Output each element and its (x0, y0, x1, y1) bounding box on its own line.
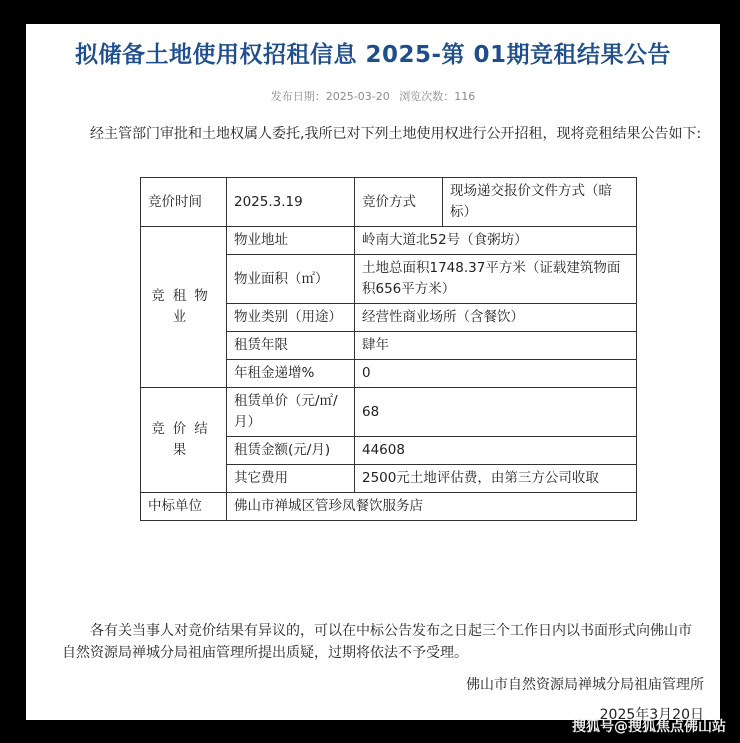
row-label: 其它费用 (227, 465, 355, 493)
row-value: 土地总面积1748.37平方米（证载建筑物面积656平方米） (355, 255, 637, 304)
row-label: 租赁金额(元/月) (227, 437, 355, 465)
row-value: 经营性商业场所（含餐饮） (355, 304, 637, 332)
bid-time-label: 竞价时间 (141, 178, 227, 227)
intro-paragraph: 经主管部门审批和土地权属人委托,我所已对下列土地使用权进行公开招租，现将竞租结果公告如下: (90, 126, 702, 142)
bid-method-label: 竞价方式 (355, 178, 443, 227)
table-row (141, 178, 637, 227)
winner-value: 佛山市禅城区管珍凤餐饮服务店 (227, 493, 637, 521)
issue-date: 2025年3月20日 (599, 707, 704, 723)
table-row (141, 388, 637, 437)
row-value: 0 (355, 360, 637, 388)
bid-result-table (140, 177, 637, 521)
table-row (141, 227, 637, 255)
row-value: 2500元土地评估费，由第三方公司收取 (355, 465, 637, 493)
row-label: 物业类别（用途） (227, 304, 355, 332)
closing-paragraph: 各有关当事人对竞价结果有异议的，可以在中标公告发布之日起三个工作日内以书面形式向佛山市自然资源局禅城分局祖庙管理所提出质疑，过期将依法不予受理。 (62, 623, 692, 661)
row-value: 68 (355, 388, 637, 437)
result-group-label: 竞价结果 (141, 388, 227, 493)
row-value: 肆年 (355, 332, 637, 360)
bid-time-value: 2025.3.19 (227, 178, 355, 227)
view-count: 浏览次数：116 (399, 90, 476, 103)
row-value: 岭南大道北52号（食粥坊） (355, 227, 637, 255)
source-watermark: 搜狐号@搜狐焦点佛山站 (572, 719, 726, 735)
page-title: 拟储备土地使用权招租信息 2025-第 01期竞租结果公告 (74, 42, 672, 68)
issuer-signature: 佛山市自然资源局禅城分局祖庙管理所 (466, 677, 704, 693)
document-page (26, 24, 720, 723)
table-row (141, 493, 637, 521)
bid-method-value: 现场递交报价文件方式（暗标） (443, 178, 637, 227)
row-value: 44608 (355, 437, 637, 465)
winner-label: 中标单位 (141, 493, 227, 521)
row-label: 租赁单价（元/㎡/月） (227, 388, 355, 437)
row-label: 物业面积（㎡） (227, 255, 355, 304)
publish-date: 发布日期：2025-03-20 (270, 90, 390, 103)
row-label: 年租金递增% (227, 360, 355, 388)
row-label: 租赁年限 (227, 332, 355, 360)
property-group-label: 竞租物业 (141, 227, 227, 388)
publish-meta (26, 88, 720, 104)
row-label: 物业地址 (227, 227, 355, 255)
